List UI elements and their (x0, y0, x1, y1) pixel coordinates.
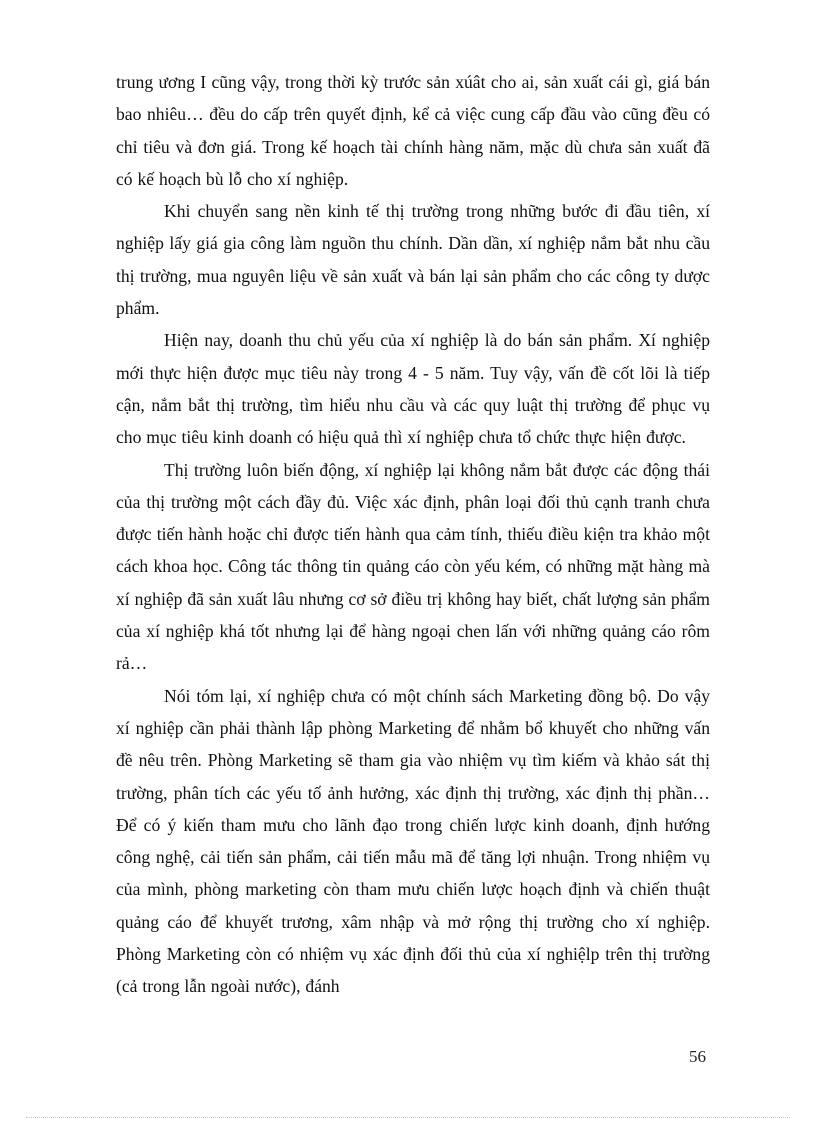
paragraph: trung ương I cũng vậy, trong thời kỳ trước sản xúât cho ai, sản xuất cái gì, giá bán bao nhiêu… đều do cấp trên quyết định, kể cả việc cung cấp đầu vào cũng đều có chỉ tiêu và đơn giá. Trong kế hoạch tài chính hàng năm, mặc dù chưa sản xuất đã có kế hoạch bù lỗ cho xí nghiệp. (116, 72, 710, 189)
paragraph: Khi chuyển sang nền kinh tế thị trường trong những bước đi đầu tiên, xí nghiệp lấy giá gia công làm nguồn thu chính. Dần dần, xí nghiệp nắm bắt nhu cầu thị trường, mua nguyên liệu về sản xuất và bán lại sản phẩm cho các công ty dược phẩm. (116, 201, 710, 319)
paragraph: Thị trường luôn biến động, xí nghiệp lại không nắm bắt được các động thái của thị trường một cách đầy đủ. Việc xác định, phân loại đối thủ cạnh tranh chưa được tiến hành hoặc chỉ được tiến hành qua cảm tính, thiếu điều kiện tra khảo một cách khoa học. Công tác thông tin quảng cáo còn yếu kém, có những mặt hàng mà xí nghiệp đã sản xuất lâu nhưng cơ sở điều trị không hay biết, chất lượng sản phẩm của xí nghiệp khá tốt nhưng lại để hàng ngoại chen lấn với những quảng cáo rôm rả… (116, 459, 710, 674)
body-text (116, 66, 710, 1003)
footer-divider (26, 1117, 790, 1118)
page-number: 56 (689, 1047, 706, 1066)
paragraph: Nói tóm lại, xí nghiệp chưa có một chính sách Marketing đồng bộ. Do vậy xí nghiệp cần phải thành lập phòng Marketing để nhằm bổ khuyết cho những vấn đề nêu trên. Phòng Marketing sẽ tham gia vào nhiệm vụ tìm kiếm và khảo sát thị trường, phân tích các yếu tố ảnh hưởng, xác định thị trường, xác định thị phần… Để có ý kiến tham mưu cho lãnh đạo trong chiến lược kinh doanh, định hướng công nghệ, cải tiến sản phẩm, cải tiến mẫu mã để tăng lợi nhuận. Trong nhiệm vụ của mình, phòng marketing còn tham mưu chiến lược hoạch định và chiến thuật quảng cáo để khuyết trương, xâm nhập và mở rộng thị trường cho xí nghiệp. Phòng Marketing còn có nhiệm vụ xác định đối thủ của xí nghiệlp trên thị trường (cả trong lẫn ngoài nước), đánh (116, 685, 710, 997)
paragraph: Hiện nay, doanh thu chủ yếu của xí nghiệp là do bán sản phẩm. Xí nghiệp mới thực hiện được mục tiêu này trong 4 - 5 năm. Tuy vậy, vấn đề cốt lõi là tiếp cận, nắm bắt thị trường, tìm hiểu nhu cầu và các quy luật thị trường để phục vụ cho mục tiêu kinh doanh có hiệu quả thì xí nghiệp chưa tổ chức thực hiện được. (116, 330, 710, 448)
